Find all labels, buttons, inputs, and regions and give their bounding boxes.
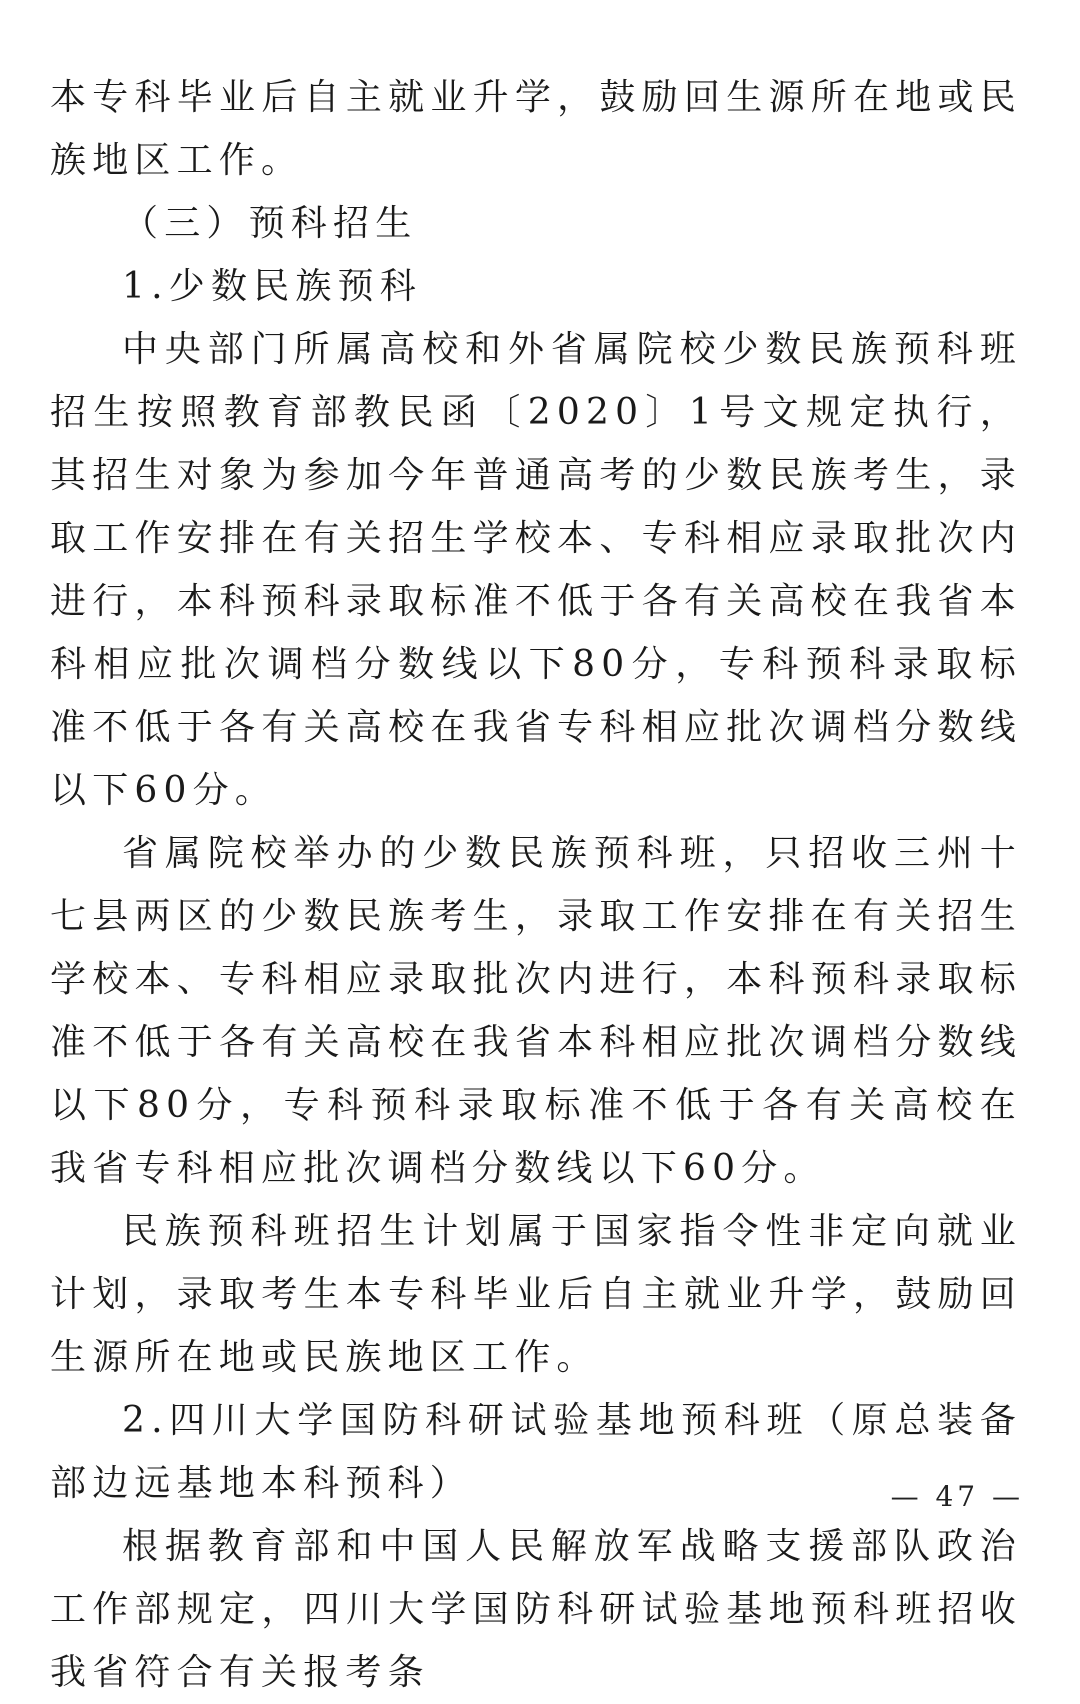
section-heading-preparatory-enrollment: （三）预科招生 [122, 203, 418, 244]
paragraph-provincial-universities: 省属院校举办的少数民族预科班，只招收三州十七县两区的少数民族考生，录取工作安排在有关招生学校本、专科相应录取批次内进行，本科预科录取标准不低于各有关高校在我省本科相应批次调档分数线以下80分，专科预科录取标准不低于各有关高校在我省专科相应批次调档分数线以下60分。 [50, 833, 1022, 1189]
paragraph-continuation: 本专科毕业后自主就业升学，鼓励回生源所在地或民族地区工作。 [50, 77, 1022, 181]
subheading-ethnic-minority-preparatory: 1.少数民族预科 [122, 266, 422, 307]
document-page [50, 66, 1022, 1704]
paragraph-scu-regulation: 根据教育部和中国人民解放军战略支援部队政治工作部规定，四川大学国防科研试验基地预科班招收我省符合有关报考条 [50, 1526, 1022, 1693]
subheading-scu-defense-preparatory: 2.四川大学国防科研试验基地预科班（原总装备部边远基地本科预科） [50, 1400, 1022, 1504]
page-number: — 47 — [890, 1480, 1024, 1513]
paragraph-central-universities: 中央部门所属高校和外省属院校少数民族预科班招生按照教育部教民函〔2020〕1号文规定执行，其招生对象为参加今年普通高考的少数民族考生，录取工作安排在有关招生学校本、专科相应录取批次内进行，本科预科录取标准不低于各有关高校在我省本科相应批次调档分数线以下80分，专科预科录取标准不低于各有关高校在我省专科相应批次调档分数线以下60分。 [50, 329, 1022, 811]
paragraph-enrollment-plan: 民族预科班招生计划属于国家指令性非定向就业计划，录取考生本专科毕业后自主就业升学，鼓励回生源所在地或民族地区工作。 [50, 1211, 1022, 1378]
